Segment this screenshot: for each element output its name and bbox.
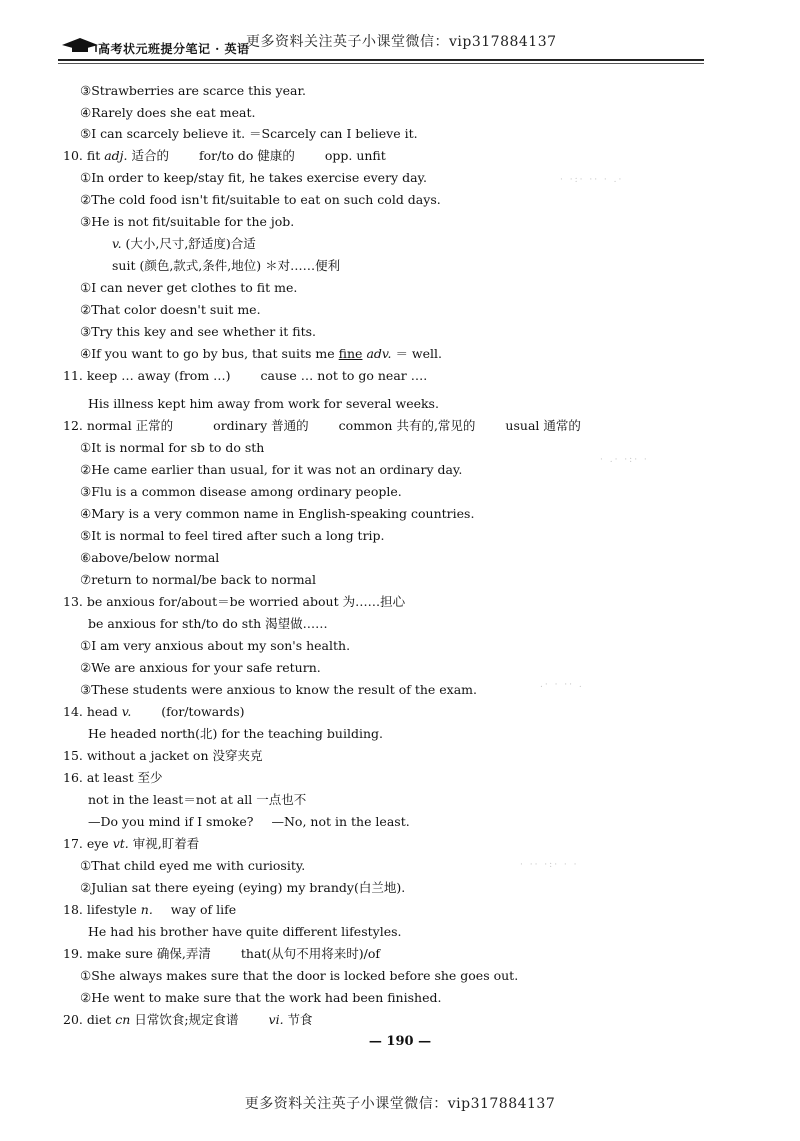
text-line: suit (颜色,款式,条件,地位) ＊对……便利 <box>112 258 341 273</box>
item-heading <box>63 704 244 720</box>
text-line: ⑤I can scarcely believe it. ＝Scarcely can I believe it. <box>80 126 418 141</box>
item-text: way of life <box>170 902 237 917</box>
header-rule-thick <box>58 59 704 61</box>
item-text: 19. make sure 确保,弄清 <box>63 946 211 961</box>
text-line: ④Rarely does she eat meat. <box>80 105 256 120</box>
text-line <box>88 814 410 830</box>
item-text: 节食 <box>287 1012 313 1027</box>
text-line: ②He came earlier than usual, for it was not an ordinary day. <box>80 462 463 477</box>
item-text: 11. keep … away (from …) <box>63 368 231 383</box>
pos-label: v. <box>112 236 122 251</box>
item-text: —Do you mind if I smoke? <box>88 814 254 829</box>
item-text: that(从句不用将来时)/of <box>240 946 381 961</box>
item-heading <box>63 902 236 918</box>
scan-speckle: .· · ·· . <box>540 680 584 690</box>
text-line: ②Julian sat there eyeing (eying) my brandy(白兰地). <box>80 880 406 895</box>
book-title: 高考状元班提分笔记 · 英语 <box>98 42 250 56</box>
text-line: His illness kept him away from work for several weeks. <box>88 396 439 411</box>
watermark-bottom: 更多资料关注英子小课堂微信：vip317884137 <box>244 1096 556 1112</box>
text-line: ③These students were anxious to know the result of the exam. <box>80 682 478 697</box>
header-rule-thin <box>58 63 704 64</box>
item-heading: 13. be anxious for/about＝be worried about 为……担心 <box>63 594 406 609</box>
item-text: 审视,盯着看 <box>132 836 200 851</box>
text-line: ①That child eyed me with curiosity. <box>80 858 306 873</box>
item-text: 12. normal 正常的 <box>63 418 174 433</box>
text-line: ⑤It is normal to feel tired after such a long trip. <box>80 528 385 543</box>
text-line <box>80 346 442 362</box>
item-text: usual 通常的 <box>505 418 581 433</box>
item-text: common 共有的,常见的 <box>338 418 476 433</box>
item-heading <box>63 946 380 962</box>
text-line: He had his brother have quite different lifestyles. <box>88 924 402 939</box>
item-text: —No, not in the least. <box>271 814 410 829</box>
text-line: not in the least＝not at all 一点也不 <box>88 792 307 807</box>
pos-label: vt. <box>112 836 129 851</box>
item-text: opp. unfit <box>324 148 386 163</box>
item-text: (for/towards) <box>161 704 245 719</box>
text-line: ⑦return to normal/be back to normal <box>80 572 316 587</box>
item-text: 20. diet <box>63 1012 112 1027</box>
graduation-cap-logo <box>60 36 100 54</box>
text-line <box>112 236 256 252</box>
item-text: ④If you want to go by bus, that suits me <box>80 346 335 361</box>
scan-speckle: · ·· ·:· · · <box>520 860 579 870</box>
text-line: ③He is not fit/suitable for the job. <box>80 214 295 229</box>
text-line: ①In order to keep/stay fit, he takes exercise every day. <box>80 170 427 185</box>
item-text: 14. head <box>63 704 118 719</box>
text-line: ③Strawberries are scarce this year. <box>80 83 307 98</box>
item-heading <box>63 1012 313 1028</box>
item-text: 18. lifestyle <box>63 902 137 917</box>
item-heading <box>63 148 386 164</box>
pos-label: cn <box>115 1012 131 1027</box>
item-heading <box>63 368 427 384</box>
text-line: He headed north(北) for the teaching building. <box>88 726 383 741</box>
item-text: 10. fit <box>63 148 101 163</box>
item-text: for/to do 健康的 <box>199 148 295 163</box>
pos-label: vi. <box>268 1012 284 1027</box>
item-heading: 16. at least 至少 <box>63 770 163 785</box>
item-heading: 15. without a jacket on 没穿夹克 <box>63 748 263 763</box>
scan-speckle: · .· ·:· · <box>600 455 649 465</box>
item-text: 日常饮食;规定食谱 <box>134 1012 239 1027</box>
text-line: ②He went to make sure that the work had been finished. <box>80 990 442 1005</box>
page-header <box>0 0 800 70</box>
item-text: 适合的 <box>131 148 170 163</box>
pos-label: adv. <box>366 346 392 361</box>
text-line: ⑥above/below normal <box>80 550 220 565</box>
item-text: cause … not to go near …. <box>260 368 428 383</box>
item-text: ＝ well. <box>395 346 442 361</box>
item-heading <box>63 418 581 434</box>
text-line: ④Mary is a very common name in English-speaking countries. <box>80 506 475 521</box>
text-line: ①I can never get clothes to fit me. <box>80 280 298 295</box>
watermark-top: 更多资料关注英子小课堂微信：vip317884137 <box>246 34 557 50</box>
item-heading <box>63 836 199 852</box>
item-text: (大小,尺寸,舒适度)合适 <box>125 236 256 251</box>
text-line: ③Flu is a common disease among ordinary people. <box>80 484 402 499</box>
pos-label: v. <box>121 704 132 719</box>
pos-label: n. <box>140 902 153 917</box>
text-line: be anxious for sth/to do sth 渴望做…… <box>88 616 328 631</box>
text-line: ②That color doesn't suit me. <box>80 302 261 317</box>
text-line: ①She always makes sure that the door is locked before she goes out. <box>80 968 519 983</box>
text-line: ②The cold food isn't fit/suitable to eat on such cold days. <box>80 192 441 207</box>
text-line: ①It is normal for sb to do sth <box>80 440 265 455</box>
item-text: ordinary 普通的 <box>213 418 309 433</box>
text-line: ①I am very anxious about my son's health. <box>80 638 351 653</box>
item-text: 17. eye <box>63 836 109 851</box>
scan-speckle: · ·:· ·· · .· <box>560 175 624 185</box>
pos-label: adj. <box>104 148 128 163</box>
text-line: ③Try this key and see whether it fits. <box>80 324 316 339</box>
page-number: — 190 — <box>368 1034 432 1049</box>
underlined-word: fine <box>338 346 363 361</box>
text-line: ②We are anxious for your safe return. <box>80 660 321 675</box>
